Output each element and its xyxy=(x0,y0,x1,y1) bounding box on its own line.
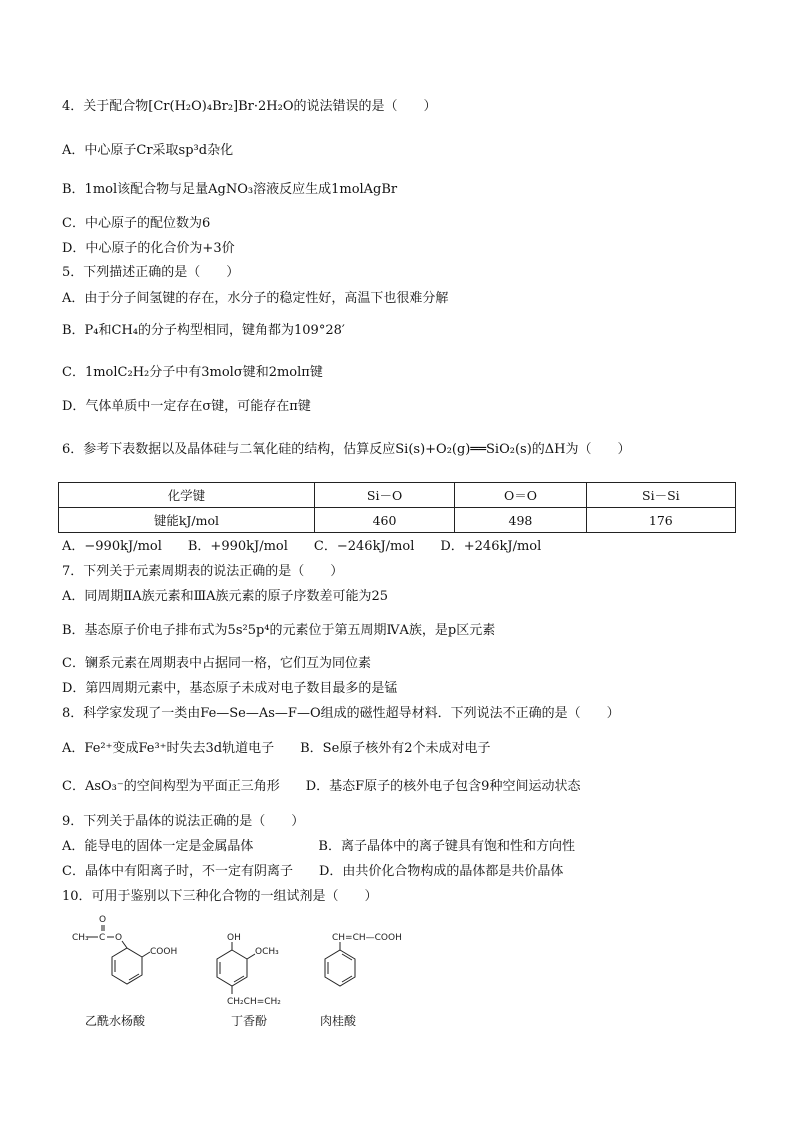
eugenol-och3-label: OCH₃ xyxy=(255,947,279,957)
q4-option-c: C．中心原子的配位数为6 xyxy=(62,216,211,231)
q8-stem: 8．科学家发现了一类由Fe—Se—As—F—O组成的磁性超导材料．下列说法不正确的是（ ） xyxy=(62,706,620,721)
table-row xyxy=(59,508,736,533)
q6-options: A．−990kJ/mol B．+990kJ/mol C．−246kJ/mol D．+246kJ/mol xyxy=(62,539,542,554)
q5-option-b: B．P₄和CH₄的分子构型相同，键角都为109°28′ xyxy=(62,323,345,338)
q7-option-b: B．基态原子价电子排布式为5s²5p⁴的元素位于第五周期ⅣA族，是p区元素 xyxy=(62,623,496,638)
table-cell: 176 xyxy=(586,508,735,533)
eugenol-structure xyxy=(205,910,315,1010)
aspirin-ch3-label: CH₃ xyxy=(72,933,89,943)
q10-stem: 10．可用于鉴别以下三种化合物的一组试剂是（ ） xyxy=(62,889,378,904)
aspirin-cooh-label: COOH xyxy=(150,947,178,957)
q4-option-a: A．中心原子Cr采取sp³d杂化 xyxy=(62,143,234,158)
cinnamic-acid-structure xyxy=(318,910,428,1005)
q9-stem: 9．下列关于晶体的说法正确的是（ ） xyxy=(62,814,305,829)
q8-options-ab: A．Fe²⁺变成Fe³⁺时失去3d轨道电子 B．Se原子核外有2个未成对电子 xyxy=(62,741,491,756)
q8-options-cd: C．AsO₃⁻的空间构型为平面正三角形 D．基态F原子的核外电子包含9种空间运动状态 xyxy=(62,779,581,794)
table-cell: 键能kJ/mol xyxy=(59,508,315,533)
q6-stem: 6．参考下表数据以及晶体硅与二氧化硅的结构，估算反应Si(s)+O₂(g)══SiO₂(s)的ΔH为（ ） xyxy=(62,442,631,457)
cinnamic-side-chain-label: CH=CH—COOH xyxy=(332,933,402,943)
q7-option-d: D．第四周期元素中，基态原子未成对电子数目最多的是锰 xyxy=(62,681,398,696)
q5-option-c: C．1molC₂H₂分子中有3molσ键和2molπ键 xyxy=(62,365,323,380)
q4-option-b: B．1mol该配合物与足量AgNO₃溶液反应生成1molAgBr xyxy=(62,182,398,197)
table-cell: 460 xyxy=(314,508,454,533)
cinnamic-acid-name: 肉桂酸 xyxy=(320,1014,357,1028)
eugenol-allyl-label: CH₂CH=CH₂ xyxy=(227,997,281,1007)
eugenol-name: 丁香酚 xyxy=(231,1014,268,1028)
bond-energy-table xyxy=(58,482,736,533)
aspirin-c-label: C xyxy=(99,933,106,943)
q5-option-a: A．由于分子间氢键的存在，水分子的稳定性好，高温下也很难分解 xyxy=(62,291,449,306)
aspirin-name: 乙酰水杨酸 xyxy=(85,1014,146,1028)
table-cell: 化学键 xyxy=(59,483,315,508)
q4-stem: 4．关于配合物[Cr(H₂O)₄Br₂]Br·2H₂O的说法错误的是（ ） xyxy=(62,99,437,114)
eugenol-oh-label: OH xyxy=(227,933,241,943)
aspirin-carbonyl-o-label: O xyxy=(99,915,107,925)
q5-option-d: D．气体单质中一定存在σ键，可能存在π键 xyxy=(62,399,311,414)
q4-option-d: D．中心原子的化合价为+3价 xyxy=(62,241,235,256)
table-cell: O＝O xyxy=(455,483,586,508)
q7-option-a: A．同周期ⅡA族元素和ⅢA族元素的原子序数差可能为25 xyxy=(62,589,389,604)
q7-stem: 7．下列关于元素周期表的说法正确的是（ ） xyxy=(62,564,344,579)
q7-option-c: C．镧系元素在周期表中占据同一格，它们互为同位素 xyxy=(62,656,371,671)
table-header-row xyxy=(59,483,736,508)
table-cell: Si－O xyxy=(314,483,454,508)
aspirin-structure xyxy=(70,910,190,1005)
table-cell: 498 xyxy=(455,508,586,533)
q9-options-ab: A．能导电的固体一定是金属晶体 B．离子晶体中的离子键具有饱和性和方向性 xyxy=(62,839,575,854)
q9-options-cd: C．晶体中有阳离子时，不一定有阴离子 D．由共价化合物构成的晶体都是共价晶体 xyxy=(62,864,564,879)
q5-stem: 5．下列描述正确的是（ ） xyxy=(62,265,240,280)
table-cell: Si－Si xyxy=(586,483,735,508)
aspirin-ester-o-label: O xyxy=(115,933,123,943)
